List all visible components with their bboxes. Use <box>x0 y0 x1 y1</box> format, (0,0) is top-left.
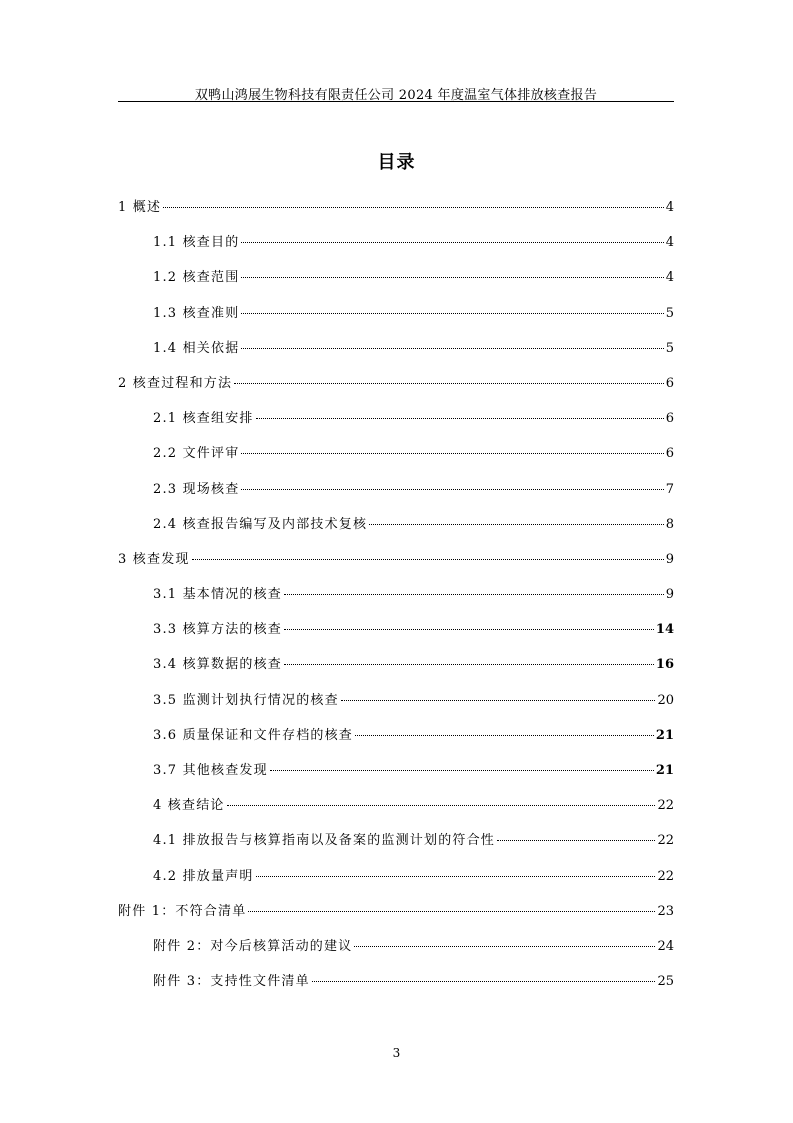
toc-entry-label: 3.4 核算数据的核查 <box>153 657 283 673</box>
toc-dot-leader <box>241 242 663 243</box>
toc-dot-leader <box>163 207 664 208</box>
toc-dot-leader <box>270 770 654 771</box>
toc-entry-label: 3.6 质量保证和文件存档的核查 <box>153 727 354 743</box>
toc-dot-leader <box>369 524 664 525</box>
toc-entry-page-number: 4 <box>665 270 674 286</box>
toc-entry-page-number: 8 <box>665 516 674 532</box>
toc-entry-page-number: 4 <box>665 200 674 215</box>
toc-dot-leader <box>312 981 656 982</box>
toc-entry[interactable] <box>118 406 674 441</box>
toc-entry[interactable] <box>118 758 674 793</box>
toc-entry-page-number: 6 <box>665 446 674 462</box>
toc-entry-label: 附件 3：支持性文件清单 <box>153 974 310 990</box>
toc-entry-page-number: 16 <box>655 657 674 673</box>
toc-dot-leader <box>241 453 663 454</box>
toc-entry[interactable] <box>118 265 674 300</box>
toc-entry[interactable] <box>118 828 674 863</box>
toc-entry-label: 附件 2：对今后核算活动的建议 <box>153 938 353 954</box>
toc-dot-leader <box>241 313 663 314</box>
toc-entry-label: 1.4 相关依据 <box>153 340 240 356</box>
toc-dot-leader <box>497 840 655 841</box>
toc-dot-leader <box>341 700 656 701</box>
toc-title: 目录 <box>377 152 416 173</box>
toc-dot-leader <box>256 418 664 419</box>
toc-entry-page-number: 22 <box>657 798 674 814</box>
toc-entry[interactable] <box>118 934 674 969</box>
toc-entry-label: 2 核查过程和方法 <box>118 375 233 391</box>
toc-entry[interactable] <box>118 195 674 230</box>
page-number: 3 <box>392 1046 401 1060</box>
toc-entry[interactable] <box>118 899 674 934</box>
toc-entry[interactable] <box>118 547 674 582</box>
toc-entry-page-number: 20 <box>657 692 674 708</box>
toc-entry-label: 1.1 核查目的 <box>153 235 240 251</box>
toc-entry-page-number: 23 <box>657 903 674 919</box>
toc-entry-label: 3.1 基本情况的核查 <box>153 587 283 603</box>
toc-dot-leader <box>241 348 663 349</box>
toc-entry[interactable] <box>118 723 674 758</box>
toc-entry[interactable] <box>118 582 674 617</box>
header-divider <box>118 101 674 102</box>
toc-entry[interactable] <box>118 864 674 899</box>
toc-entry-label: 3.7 其他核查发现 <box>153 763 268 778</box>
toc-entry[interactable] <box>118 652 674 687</box>
toc-entry-label: 4.2 排放量声明 <box>153 868 254 884</box>
toc-dot-leader <box>241 277 663 278</box>
toc-entry-page-number: 9 <box>665 587 674 603</box>
toc-entry-page-number: 22 <box>657 868 674 884</box>
toc-entry[interactable] <box>118 688 674 723</box>
toc-entry-label: 1.3 核查准则 <box>153 305 240 321</box>
toc-entry-label: 3.5 监测计划执行情况的核查 <box>153 692 339 708</box>
toc-entry-label: 1 概述 <box>118 200 162 215</box>
toc-entry-page-number: 14 <box>655 622 674 638</box>
toc-entry-label: 2.2 文件评审 <box>153 446 240 462</box>
toc-dot-leader <box>234 383 664 384</box>
toc-entry-label: 3.3 核算方法的核查 <box>153 622 283 638</box>
toc-dot-leader <box>284 594 664 595</box>
toc-entry-page-number: 5 <box>665 305 674 321</box>
toc-entry[interactable] <box>118 441 674 476</box>
toc-entry-page-number: 6 <box>665 411 674 427</box>
toc-dot-leader <box>241 489 663 490</box>
toc-entry[interactable] <box>118 793 674 828</box>
toc-entry-page-number: 9 <box>665 551 674 567</box>
toc-dot-leader <box>192 559 664 560</box>
toc-entry-page-number: 22 <box>657 833 674 849</box>
toc-dot-leader <box>248 911 655 912</box>
toc-dot-leader <box>284 629 654 630</box>
toc-dot-leader <box>227 805 656 806</box>
toc-dot-leader <box>256 876 656 877</box>
toc-entry-page-number: 5 <box>665 340 674 356</box>
toc-entry-page-number: 6 <box>665 375 674 391</box>
toc-dot-leader <box>355 735 654 736</box>
toc-entry-label: 4.1 排放报告与核算指南以及备案的监测计划的符合性 <box>153 833 496 849</box>
toc-dot-leader <box>354 946 655 947</box>
toc-entry-page-number: 7 <box>665 481 674 497</box>
toc-entry[interactable] <box>118 301 674 336</box>
toc-entry-label: 4 核查结论 <box>153 798 225 814</box>
toc-entry-label: 2.1 核查组安排 <box>153 411 254 427</box>
toc-entry-label: 2.4 核查报告编写及内部技术复核 <box>153 516 368 532</box>
toc-entry[interactable] <box>118 617 674 652</box>
toc-entry[interactable] <box>118 477 674 512</box>
toc-entry-page-number: 21 <box>655 763 674 778</box>
toc-entry[interactable] <box>118 336 674 371</box>
toc-entry[interactable] <box>118 512 674 547</box>
toc-entry-page-number: 24 <box>657 938 674 954</box>
toc-entry-label: 附件 1：不符合清单 <box>118 903 247 919</box>
running-header: 双鸭山鸿展生物科技有限责任公司 2024 年度温室气体排放核查报告 <box>194 88 598 103</box>
toc-entry-page-number: 25 <box>657 974 674 990</box>
toc-entry-label: 1.2 核查范围 <box>153 270 240 286</box>
table-of-contents <box>118 195 674 1004</box>
toc-entry[interactable] <box>118 230 674 265</box>
toc-entry-page-number: 21 <box>655 727 674 743</box>
toc-entry-page-number: 4 <box>665 235 674 251</box>
toc-entry[interactable] <box>118 371 674 406</box>
toc-dot-leader <box>284 664 654 665</box>
toc-entry-label: 3 核查发现 <box>118 551 190 567</box>
toc-entry[interactable] <box>118 969 674 1004</box>
toc-entry-label: 2.3 现场核查 <box>153 481 240 497</box>
